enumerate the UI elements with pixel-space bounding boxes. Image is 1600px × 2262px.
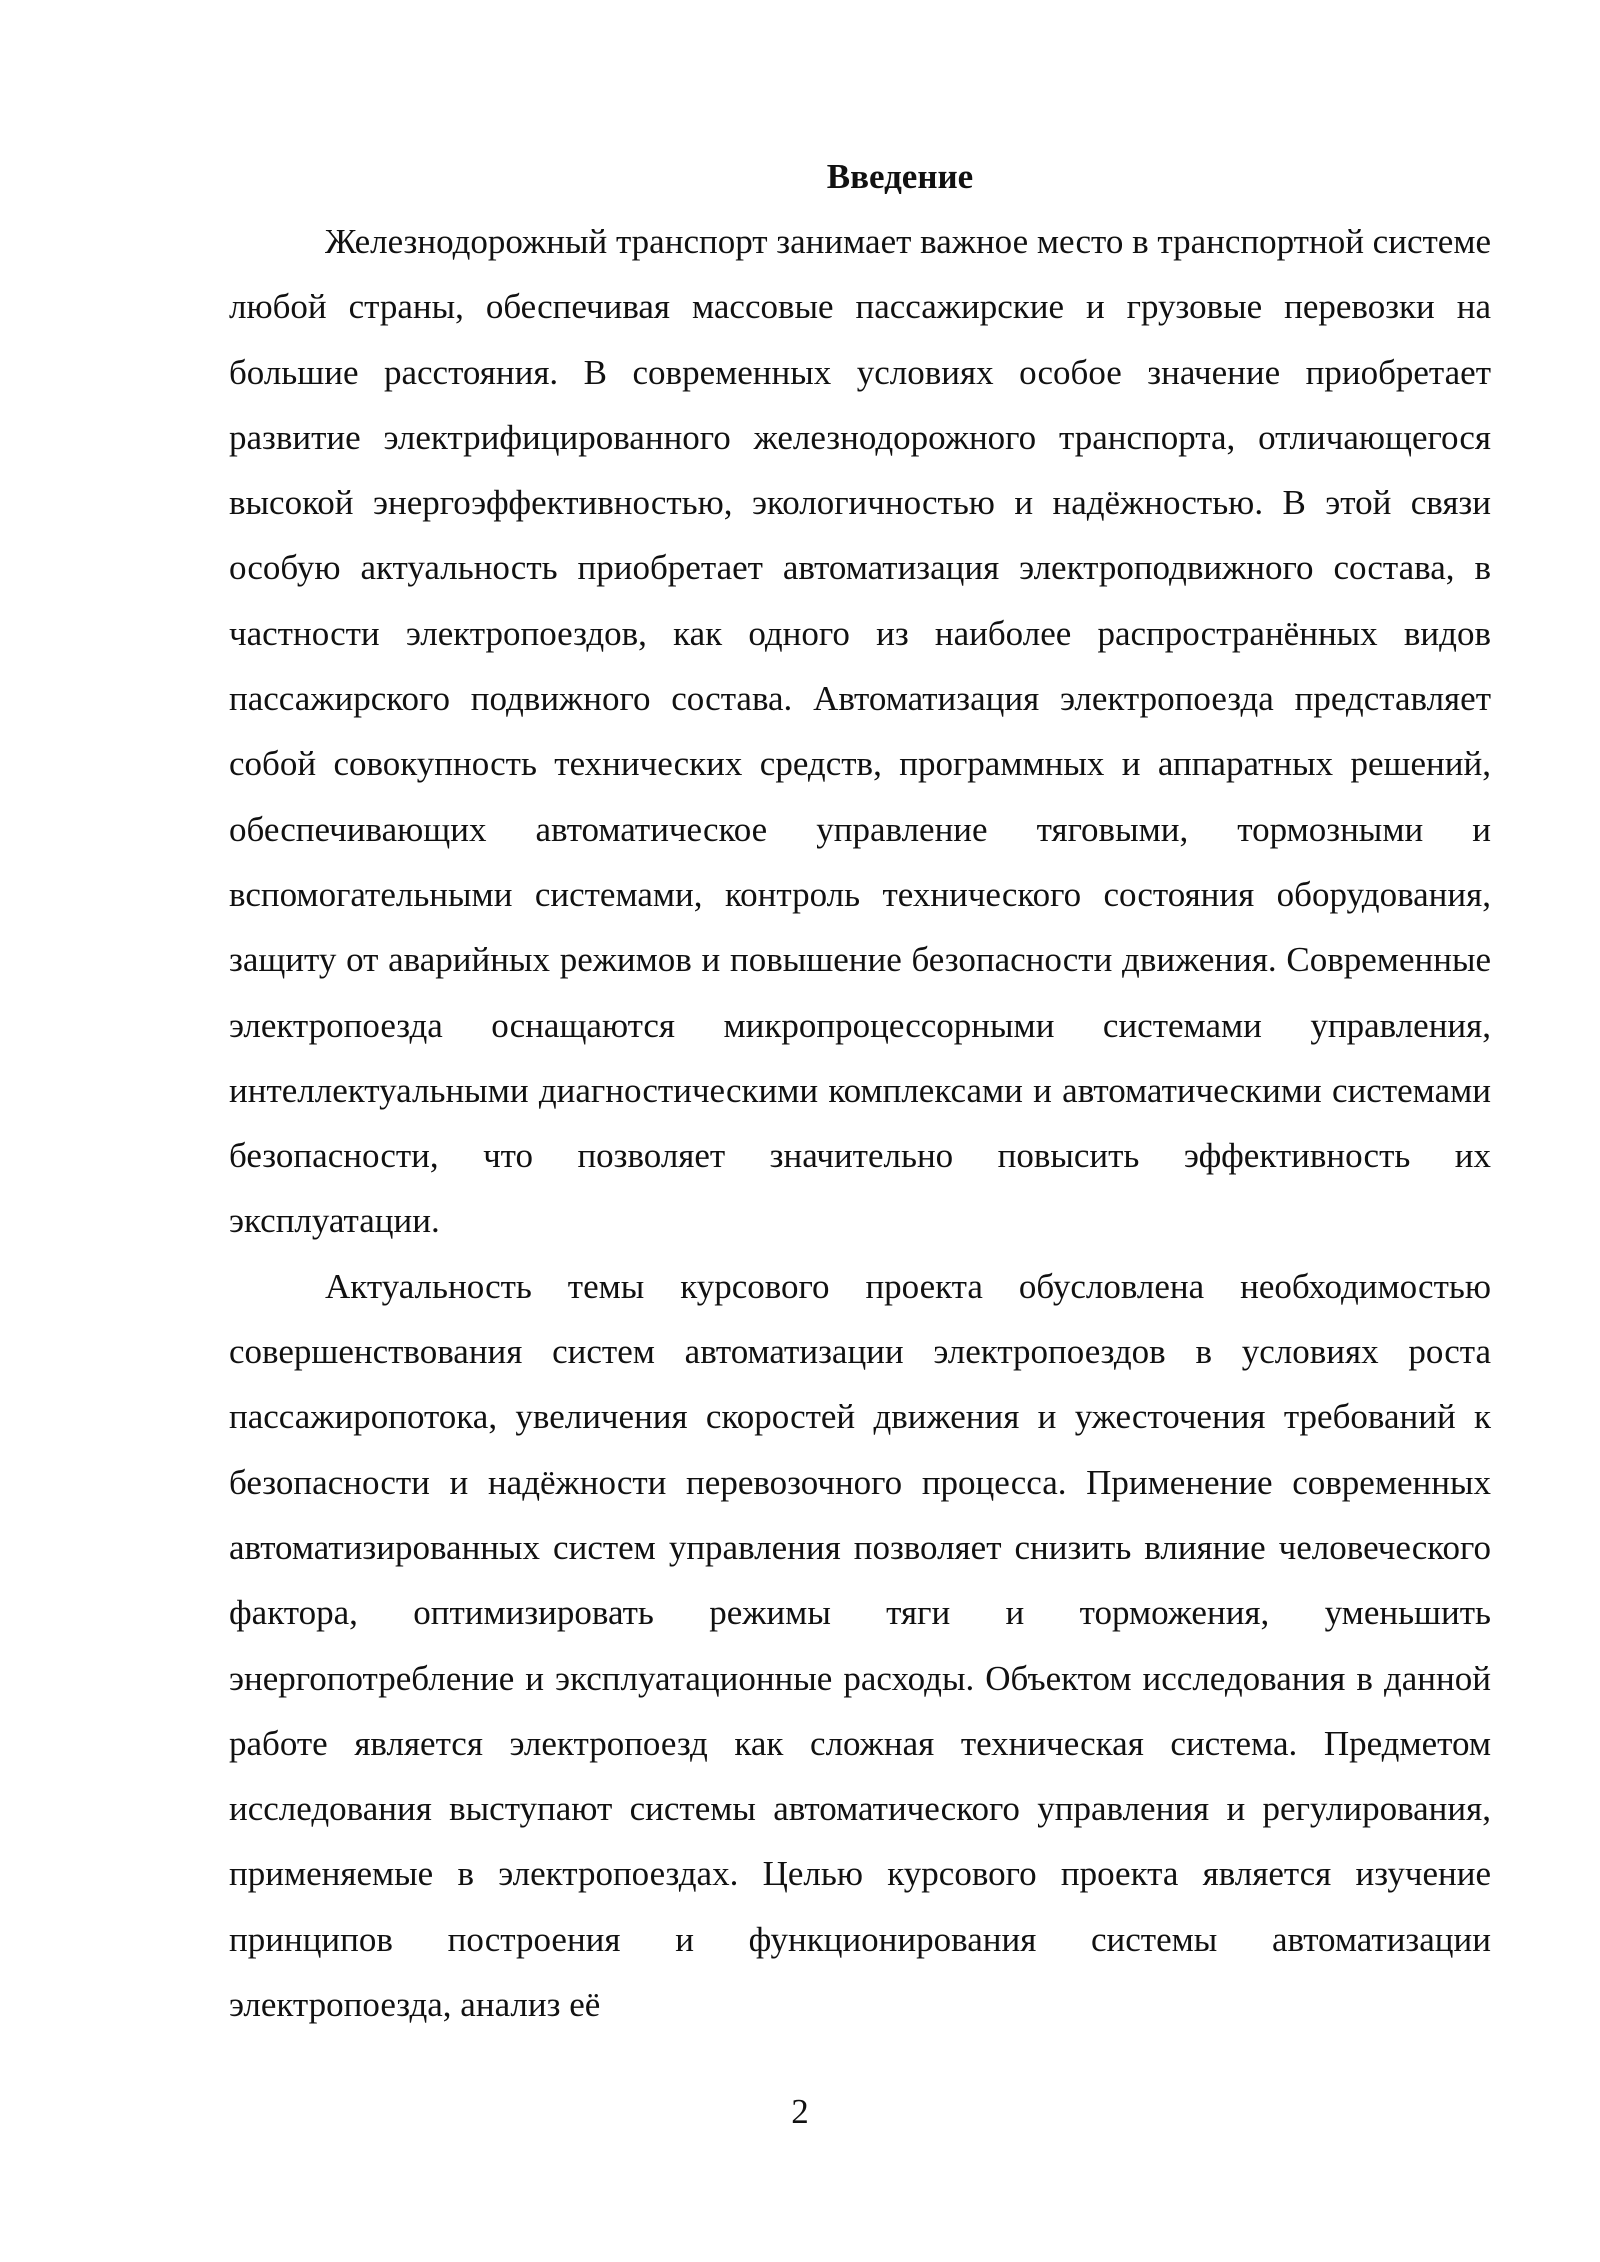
- paragraph-relevance: Актуальность темы курсового проекта обусловлена необходимостью совершенствования систем автоматизации электропоездов в условиях роста пассажиропотока, увеличения скоростей движения и ужесточения требований к безопасности и надёжности перевозочного процесса. Применение современных автоматизированных систем управления позволяет снизить влияние человеческого фактора, оптимизировать режимы тяги и торможения, уменьшить энергопотребление и эксплуатационные расходы. Объектом исследования в данной работе является электропоезд как сложная техническая система. Предметом исследования выступают системы автоматического управления и регулирования, применяемые в электропоездах. Целью курсового проекта является изучение принципов построения и функционирования системы автоматизации электропоезда, анализ её: [229, 1266, 1491, 2025]
- paragraph-introduction: Железнодорожный транспорт занимает важное место в транспортной системе любой страны, обеспечивая массовые пассажирские и грузовые перевозки на большие расстояния. В современных условиях особое значение приобретает развитие электрифицированного железнодорожного транспорта, отличающегося высокой энергоэффективностью, экологичностью и надёжностью. В этой связи особую актуальность приобретает автоматизация электроподвижного состава, в частности электропоездов, как одного из наиболее распространённых видов пассажирского подвижного состава. Автоматизация электропоезда представляет собой совокупность технических средств, программных и аппаратных решений, обеспечивающих автоматическое управление тяговыми, тормозными и вспомогательными системами, контроль технического состояния оборудования, защиту от аварийных режимов и повышение безопасности движения. Современные электропоезда оснащаются микропроцессорными системами управления, интеллектуальными диагностическими комплексами и автоматическими системами безопасности, что позволяет значительно повысить эффективность их эксплуатации.: [229, 222, 1491, 1241]
- page-body: [229, 144, 1491, 2037]
- page-number: 2: [791, 2092, 809, 2131]
- section-heading: Введение: [826, 157, 974, 196]
